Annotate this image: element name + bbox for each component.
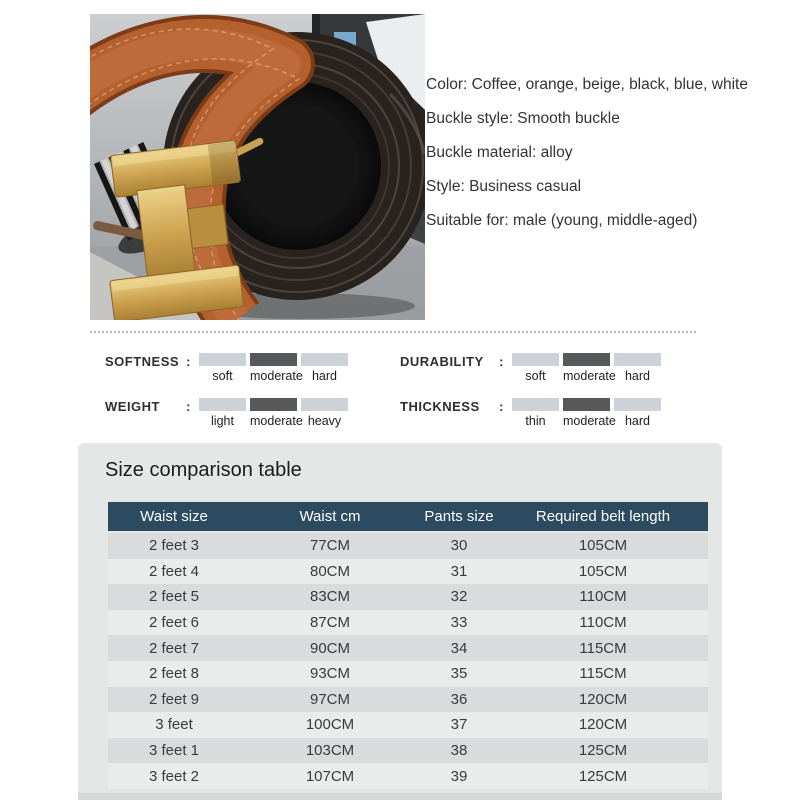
table-row [108, 559, 708, 585]
level-bar-hard [614, 398, 661, 411]
table-cell: 107CM [305, 767, 355, 785]
detail-suitable-for: Suitable for: male (young, middle-aged) [426, 212, 698, 229]
table-cell: 80CM [309, 562, 350, 580]
table-cell: 93CM [309, 665, 350, 683]
level-label: heavy [307, 414, 342, 428]
attribute-colon: : [499, 354, 504, 369]
attribute-name: SOFTNESS [105, 354, 180, 369]
table-cell: 77CM [309, 537, 350, 555]
table-cell: 100CM [305, 716, 355, 734]
level-label: hard [311, 369, 338, 383]
table-cell: 115CM [579, 665, 627, 683]
level-label: soft [525, 369, 546, 383]
attribute-colon: : [499, 399, 504, 414]
table-row [108, 712, 708, 738]
level-bar-moderate [563, 398, 610, 411]
table-cell: 110CM [579, 588, 627, 606]
attributes-section [105, 353, 705, 428]
level-label: thin [525, 414, 546, 428]
table-cell: 105CM [578, 537, 628, 555]
table-cell: 30 [450, 537, 468, 555]
table-cell: 2 feet 4 [148, 562, 200, 580]
header-waist-size: Waist size [140, 508, 208, 525]
table-cell: 2 feet 3 [148, 537, 200, 555]
table-row [108, 661, 708, 687]
table-cell: 103CM [305, 742, 355, 760]
size-table-body [108, 533, 708, 789]
attribute-durability [400, 353, 705, 383]
table-cell: 34 [450, 639, 468, 657]
attribute-colon: : [186, 399, 191, 414]
detail-style: Style: Business casual [426, 178, 582, 195]
level-bar-thin [512, 398, 559, 411]
table-cell: 105CM [578, 562, 628, 580]
table-row [108, 687, 708, 713]
header-required-belt-length: Required belt length [535, 508, 671, 525]
table-row [108, 610, 708, 636]
table-cell: 39 [450, 767, 468, 785]
attribute-weight [105, 398, 400, 428]
table-cell: 125CM [578, 742, 628, 760]
table-cell: 2 feet 7 [148, 639, 200, 657]
table-cell: 120CM [578, 690, 628, 708]
dotted-separator [90, 331, 696, 333]
level-bar-moderate [250, 398, 297, 411]
table-cell: 38 [450, 742, 468, 760]
level-bar-hard [614, 353, 661, 366]
level-bar-moderate [563, 353, 610, 366]
level-bar-soft [199, 353, 246, 366]
table-cell: 36 [450, 690, 468, 708]
table-cell: 120CM [578, 716, 628, 734]
level-label: hard [624, 369, 651, 383]
table-cell: 97CM [309, 690, 350, 708]
level-bar-light [199, 398, 246, 411]
detail-buckle-material: Buckle material: alloy [426, 144, 573, 161]
detail-color: Color: Coffee, orange, beige, black, blue, white [426, 76, 748, 93]
attribute-name: DURABILITY [400, 354, 484, 369]
table-cell: 31 [450, 562, 468, 580]
product-details [426, 74, 796, 244]
size-table [108, 502, 708, 789]
table-cell: 35 [450, 665, 468, 683]
table-cell: 87CM [309, 614, 350, 632]
table-cell: 110CM [579, 614, 627, 632]
table-cell: 32 [450, 588, 468, 606]
table-cell: 2 feet 9 [148, 690, 200, 708]
table-row [108, 738, 708, 764]
table-cell: 37 [450, 716, 468, 734]
level-bar-soft [512, 353, 559, 366]
size-comparison-panel [78, 443, 722, 800]
level-label: soft [212, 369, 233, 383]
level-label: light [211, 414, 234, 428]
table-row [108, 584, 708, 610]
table-cell: 125CM [578, 767, 628, 785]
belt-product-photo [90, 14, 425, 320]
table-row [108, 763, 708, 789]
attribute-name: WEIGHT [105, 399, 160, 414]
belt-photo-illustration [90, 14, 425, 320]
table-cell: 33 [450, 614, 468, 632]
table-cell: 3 feet 2 [148, 767, 200, 785]
header-waist-cm: Waist cm [299, 508, 361, 525]
attribute-thickness [400, 398, 705, 428]
level-bar-heavy [301, 398, 348, 411]
level-bar-moderate [250, 353, 297, 366]
table-cell: 2 feet 6 [148, 614, 200, 632]
level-label: moderate [250, 369, 303, 383]
table-cell: 3 feet 1 [148, 742, 200, 760]
table-cell: 83CM [309, 588, 350, 606]
attribute-name: THICKNESS [400, 399, 480, 414]
header-pants-size: Pants size [424, 508, 494, 525]
level-label: moderate [563, 369, 616, 383]
table-row [108, 635, 708, 661]
table-row [108, 533, 708, 559]
level-bar-hard [301, 353, 348, 366]
attribute-colon: : [186, 354, 191, 369]
table-cell: 90CM [309, 639, 350, 657]
level-label: hard [624, 414, 651, 428]
size-table-header [108, 502, 708, 531]
table-cell: 2 feet 5 [148, 588, 200, 606]
level-label: moderate [250, 414, 303, 428]
attribute-softness [105, 353, 400, 383]
level-label: moderate [563, 414, 616, 428]
table-cell: 2 feet 8 [148, 665, 200, 683]
table-cell: 3 feet [155, 716, 193, 734]
panel-bottom-strip [78, 793, 722, 800]
table-cell: 115CM [579, 639, 627, 657]
detail-buckle-style: Buckle style: Smooth buckle [426, 110, 620, 127]
size-table-title: Size comparison table [105, 459, 302, 481]
